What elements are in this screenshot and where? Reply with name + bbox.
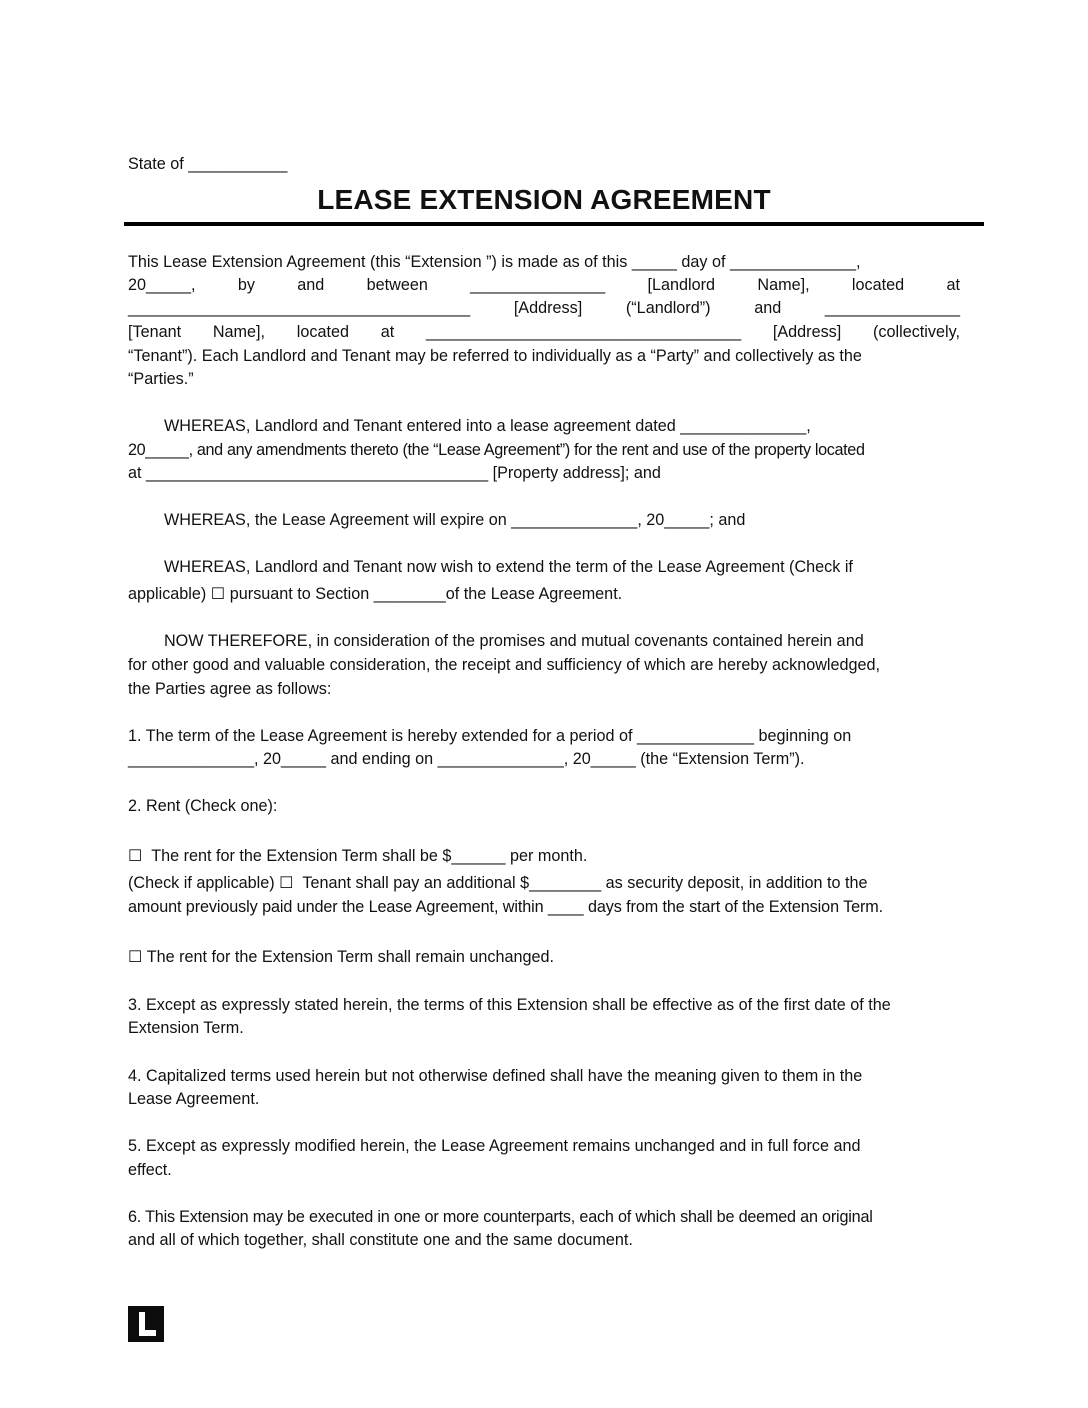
whereas-3-line-2: applicable) ☐ pursuant to Section ________of the Lease Agreement. <box>128 585 623 603</box>
deposit-line-1 <box>128 873 960 893</box>
clause-3-line-2: Extension Term. <box>128 1019 244 1037</box>
rent-option-unchanged[interactable]: ☐ The rent for the Extension Term shall remain unchanged. <box>128 948 555 966</box>
whereas-3-line-1 <box>128 557 960 577</box>
intro-line-5 <box>128 346 960 366</box>
intro-word: Name], <box>757 276 810 294</box>
whereas-1-line-2 <box>128 440 960 460</box>
clause-6-line-2: and all of which together, shall constitute one and the same document. <box>128 1231 633 1249</box>
now-therefore-line-3: the Parties agree as follows: <box>128 680 332 698</box>
now-therefore-line-1 <box>128 631 960 651</box>
intro-word: located <box>296 323 349 341</box>
intro-line-6: “Parties.” <box>128 370 194 388</box>
clause-5-line-1 <box>128 1136 960 1156</box>
intro-word: at <box>946 276 960 294</box>
deposit-line-2: amount previously paid under the Lease Agreement, within ____ days from the start of the Extension Term. <box>128 898 884 916</box>
clause-3-line-1 <box>128 995 960 1015</box>
now-therefore-line-2 <box>128 655 960 675</box>
intro-text: This Lease Extension Agreement (this “Extension ”) is made as of this _____ day of ______________, <box>128 253 861 271</box>
deposit-text[interactable]: (Check if applicable) ☐ Tenant shall pay an additional $________ as security deposit, in addition to the <box>128 874 868 892</box>
intro-word: ______________________________________ <box>128 299 471 317</box>
intro-line-2 <box>128 275 960 295</box>
whereas-2-line: WHEREAS, the Lease Agreement will expire on ______________, 20_____; and <box>128 511 746 529</box>
clause-2-heading: 2. Rent (Check one): <box>128 797 278 815</box>
clause-4-line-2: Lease Agreement. <box>128 1090 260 1108</box>
clause-text: 5. Except as expressly modified herein, the Lease Agreement remains unchanged and in full force and <box>128 1137 861 1155</box>
intro-word: located <box>851 276 905 294</box>
clause-5-line-2: effect. <box>128 1161 172 1179</box>
brand-logo-icon <box>128 1306 164 1342</box>
intro-word: at <box>380 323 395 341</box>
intro-word: [Landlord <box>647 276 716 294</box>
now-therefore-text: NOW THEREFORE, in consideration of the promises and mutual covenants contained herein and <box>128 632 864 650</box>
now-therefore-text: for other good and valuable consideration, the receipt and sufficiency of which are hereby acknowledged, <box>128 656 880 674</box>
intro-word: _______________ <box>824 299 960 317</box>
clause-text: 6. This Extension may be executed in one or more counterparts, each of which shall be deemed an original <box>128 1208 873 1226</box>
whereas-1-line-3: at ______________________________________ [Property address]; and <box>128 464 661 482</box>
intro-word: by <box>237 276 255 294</box>
intro-word: [Address] <box>772 323 842 341</box>
clause-text: 3. Except as expressly stated herein, the terms of this Extension shall be effective as of the first date of the <box>128 996 891 1014</box>
clause-text: 4. Capitalized terms used herein but not otherwise defined shall have the meaning given to them in the <box>128 1067 863 1085</box>
intro-line-3 <box>128 298 960 318</box>
whereas-text: WHEREAS, Landlord and Tenant entered into a lease agreement dated ______________, <box>128 417 811 435</box>
intro-word: [Address] <box>513 299 583 317</box>
whereas-1-line-1 <box>128 416 960 436</box>
intro-word: (collectively, <box>873 323 960 341</box>
title-rule <box>124 222 984 226</box>
intro-text: “Tenant”). Each Landlord and Tenant may be referred to individually as a “Party” and collectively as the <box>128 347 862 365</box>
intro-word: [Tenant <box>128 323 182 341</box>
document-title: LEASE EXTENSION AGREEMENT <box>317 184 771 215</box>
whereas-text: 20_____, and any amendments thereto (the “Lease Agreement”) for the rent and use of the property located <box>128 441 865 459</box>
intro-word: 20_____, <box>128 276 196 294</box>
clause-1-line-1 <box>128 726 960 746</box>
intro-word: (“Landlord”) <box>625 299 711 317</box>
clause-4-line-1 <box>128 1066 960 1086</box>
whereas-text: WHEREAS, Landlord and Tenant now wish to extend the term of the Lease Agreement (Check if <box>128 558 853 576</box>
clause-6-line-1 <box>128 1207 960 1227</box>
intro-word: _______________ <box>470 276 606 294</box>
intro-word: between <box>366 276 428 294</box>
clause-1-line-2: ______________, 20_____ and ending on ______________, 20_____ (the “Extension Term”). <box>128 750 805 768</box>
intro-line-1 <box>128 252 960 272</box>
intro-word: and <box>754 299 782 317</box>
intro-word: and <box>297 276 325 294</box>
state-line: State of ___________ <box>128 155 288 173</box>
intro-line-4 <box>128 322 960 342</box>
clause-text: 1. The term of the Lease Agreement is hereby extended for a period of _____________ beginning on <box>128 727 852 745</box>
intro-word: Name], <box>212 323 266 341</box>
rent-option-fixed[interactable]: ☐ The rent for the Extension Term shall be $______ per month. <box>128 847 588 865</box>
intro-word: ___________________________________ <box>426 323 742 341</box>
